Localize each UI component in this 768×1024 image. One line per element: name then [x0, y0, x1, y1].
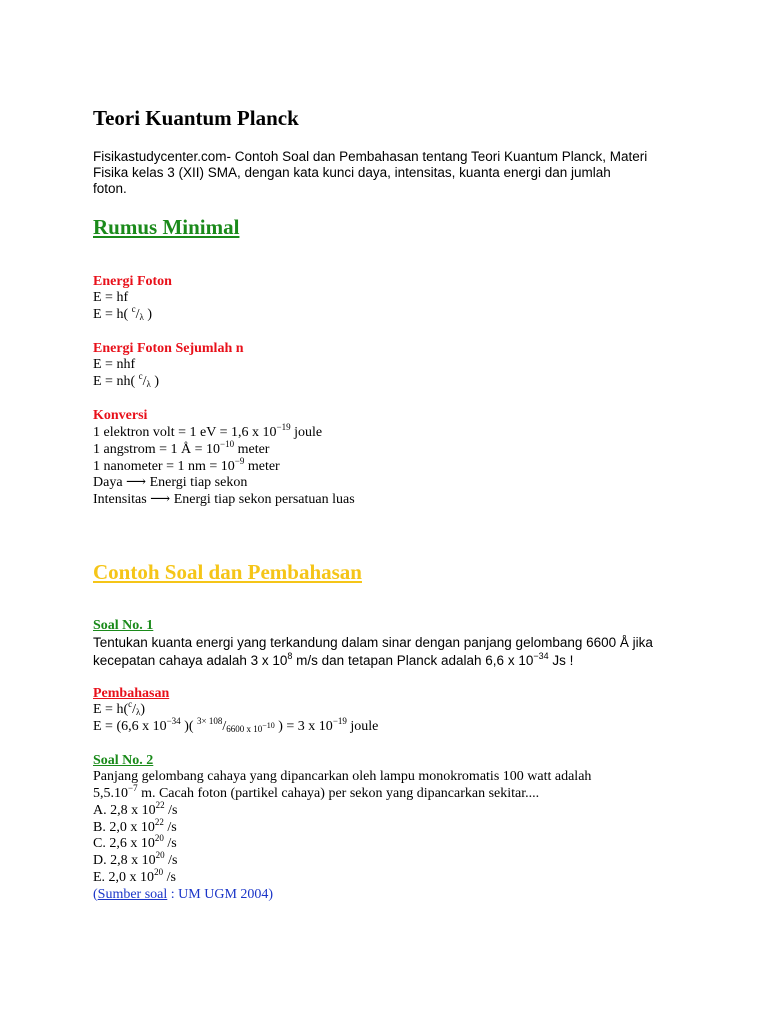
slash: / [222, 719, 227, 734]
page-title: Teori Kuantum Planck [93, 106, 299, 130]
exponent: 22 [155, 800, 165, 810]
konversi-line-5: Intensitas ⟶ Energi tiap sekon persatuan luas [93, 492, 355, 507]
c-sup: c [138, 371, 143, 381]
text: E = h( [93, 702, 129, 717]
text: E. 2,0 x 10 [93, 870, 155, 885]
source-link[interactable]: Sumber soal [97, 887, 168, 902]
energi-foton-eq-1: E = hf [93, 290, 129, 305]
soal-2-label: Soal No. 2 [93, 753, 154, 768]
text: Js ! [548, 653, 574, 668]
energi-foton-eq-2 [93, 304, 153, 323]
konversi-label: Konversi [93, 408, 148, 423]
sejumlah-label: Energi Foton Sejumlah n [93, 341, 244, 356]
intro-line-2: Fisika kelas 3 (XII) SMA, dengan kata kunci daya, intensitas, kuanta energi dan jumlah [93, 165, 611, 180]
source-line [93, 887, 273, 903]
eq-text: ) [150, 374, 160, 389]
text: joule [346, 719, 379, 734]
c-sup: c [128, 699, 133, 709]
text: meter [234, 442, 270, 457]
option-d [93, 850, 178, 869]
text: ) [140, 702, 146, 717]
text: B. 2,0 x 10 [93, 820, 155, 835]
lambda-sub: λ [136, 707, 141, 717]
text: /s [164, 803, 178, 818]
text: 1 angstrom = 1 Å = 10 [93, 442, 221, 457]
den-exponent: −10 [262, 721, 275, 730]
text: )( [180, 719, 198, 734]
option-b [93, 817, 177, 836]
paren: ( [93, 887, 98, 902]
exponent: 20 [154, 833, 164, 843]
fraction-denominator [226, 721, 275, 734]
c-sup: c [131, 304, 136, 314]
text: /s [163, 836, 177, 851]
text: /s [163, 820, 177, 835]
konversi-line-4: Daya ⟶ Energi tiap sekon [93, 475, 248, 490]
option-a [93, 800, 178, 819]
exponent: −9 [234, 456, 245, 466]
eq-text: ) [143, 307, 153, 322]
text: kecepatan cahaya adalah 3 x 10 [93, 653, 288, 668]
exponent: −34 [166, 716, 181, 726]
pembahasan-label: Pembahasan [93, 686, 170, 701]
contoh-heading: Contoh Soal dan Pembahasan [93, 560, 362, 584]
sejumlah-eq-1: E = nhf [93, 357, 136, 372]
exponent: −7 [128, 783, 138, 793]
eq-text: E = nh( [93, 374, 139, 389]
option-e [93, 867, 176, 886]
soal-1-line-2 [93, 653, 573, 669]
exponent: 20 [154, 867, 164, 877]
pembahasan-eq-1 [93, 699, 146, 718]
exponent: −34 [533, 651, 549, 661]
text: /s [163, 870, 176, 885]
energi-foton-label: Energi Foton [93, 274, 172, 289]
pembahasan-eq-2 [93, 716, 379, 735]
soal-1-line-1: Tentukan kuanta energi yang terkandung dalam sinar dengan panjang gelombang 6600 Å jika [93, 635, 653, 650]
lambda-sub: λ [146, 379, 151, 389]
exponent: −10 [220, 439, 235, 449]
exponent: 20 [155, 850, 165, 860]
konversi-line-3 [93, 456, 280, 475]
text: ) = 3 x 10 [274, 719, 333, 734]
soal-1-label: Soal No. 1 [93, 618, 154, 633]
konversi-line-1 [93, 422, 323, 441]
rumus-heading: Rumus Minimal [93, 215, 240, 239]
exponent: 8 [287, 651, 293, 661]
text: meter [244, 459, 280, 474]
text: m/s dan tetapan Planck adalah 6,6 x 10 [292, 653, 534, 668]
source-text: : UM UGM 2004) [167, 887, 274, 902]
text: D. 2,8 x 10 [93, 853, 156, 868]
text: C. 2,6 x 10 [93, 836, 155, 851]
exponent: −19 [276, 422, 291, 432]
text: /s [164, 853, 178, 868]
slash: / [132, 702, 136, 717]
text: 1 elektron volt = 1 eV = 1,6 x 10 [93, 425, 277, 440]
den-text: 6600 x 10 [226, 724, 263, 734]
slash: / [135, 307, 140, 322]
soal-2-line-1: Panjang gelombang cahaya yang dipancarkan oleh lampu monokromatis 100 watt adalah [93, 769, 592, 784]
text: m. Cacah foton (partikel cahaya) per sekon yang dipancarkan sekitar.... [137, 786, 540, 801]
exponent: 22 [154, 817, 164, 827]
text: 5,5.10 [93, 786, 128, 801]
text: A. 2,8 x 10 [93, 803, 156, 818]
fraction-numerator: 3× 108 [197, 716, 223, 726]
slash: / [142, 374, 147, 389]
text: E = (6,6 x 10 [93, 719, 167, 734]
sejumlah-eq-2 [93, 371, 160, 390]
lambda-sub: λ [139, 312, 144, 322]
text: 1 nanometer = 1 nm = 10 [93, 459, 235, 474]
intro-line-3: foton. [93, 181, 127, 196]
exponent: −19 [332, 716, 347, 726]
intro-line-1: Fisikastudycenter.com- Contoh Soal dan Pembahasan tentang Teori Kuantum Planck, Materi [93, 149, 648, 164]
eq-text: E = h( [93, 307, 132, 322]
text: joule [290, 425, 323, 440]
